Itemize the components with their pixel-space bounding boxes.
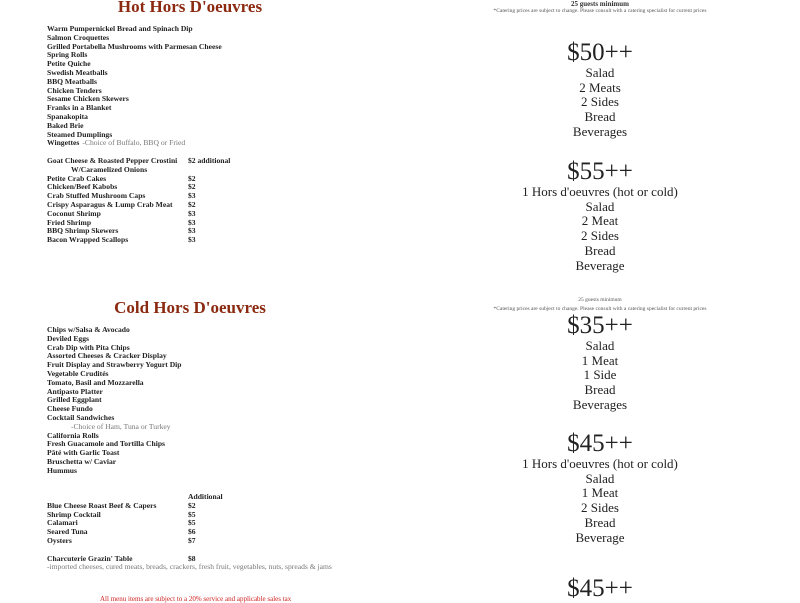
cold-items-list: [47, 326, 182, 476]
item-price: $3: [188, 217, 196, 227]
item-price: $6: [188, 527, 196, 537]
item-name: Petite Crab Cakes: [47, 173, 107, 183]
item-name: Spanakopita: [47, 111, 88, 121]
menu-item: [47, 139, 222, 148]
item-name: Crab Dip with Pita Chips: [47, 342, 130, 352]
item-name: Steamed Dumplings: [47, 129, 113, 139]
item-name: Fresh Guacamole and Tortilla Chips: [47, 439, 166, 449]
package-line: 2 Sides: [581, 94, 619, 110]
package-block-4: [440, 431, 760, 545]
menu-item: [47, 537, 332, 546]
package-price: $50++: [567, 39, 633, 66]
item-name: Baked Brie: [47, 120, 84, 130]
item-name: Vegetable Crudités: [47, 368, 109, 378]
item-price: $2: [188, 182, 196, 192]
item-name: Charcuterie Grazin' Table: [47, 553, 133, 563]
package-line: 2 Sides: [581, 228, 619, 244]
package-price: $45++: [567, 430, 633, 457]
item-price: $2: [188, 199, 196, 209]
item-name: Oysters: [47, 535, 72, 545]
package-block-1: [440, 40, 760, 140]
item-name: Fruit Display and Strawberry Yogurt Dip: [47, 360, 182, 370]
item-name: Swedish Meatballs: [47, 67, 108, 77]
item-name: Cheese Fundo: [47, 404, 93, 414]
item-name: Antipasto Platter: [47, 386, 103, 396]
package-line: Beverage: [575, 529, 625, 545]
package-line: Beverages: [572, 396, 628, 412]
item-name: BBQ Shrimp Skewers: [47, 226, 119, 236]
package-line: 1 Meat: [581, 485, 619, 501]
item-name: Franks in a Blanket: [47, 103, 112, 113]
item-name: Chicken/Beef Kabobs: [47, 182, 118, 192]
item-note: -Choice of Buffalo, BBQ or Fried: [82, 138, 186, 148]
item-price: $5: [188, 509, 196, 519]
item-price: $5: [188, 518, 196, 528]
package-price: $35++: [567, 312, 633, 339]
item-price: $3: [188, 191, 196, 201]
item-price: $2: [188, 500, 196, 510]
cold-premium-list: [47, 493, 332, 572]
item-name: Blue Cheese Roast Beef & Capers: [47, 500, 157, 510]
item-name: Assorted Cheeses & Cracker Display: [47, 351, 167, 361]
package-line: Beverages: [572, 123, 628, 139]
item-price: $2 additional: [188, 156, 231, 165]
item-name: Grilled Portabella Mushrooms with Parmesan Cheese: [47, 41, 222, 51]
package-block-2: [440, 159, 760, 273]
package-line: Salad: [585, 198, 615, 214]
item-name: BBQ Meatballs: [47, 76, 97, 86]
item-note: -imported cheeses, cured meats, breads, crackers, fresh fruit, vegetables, nuts, spreads & jams: [47, 562, 332, 572]
package-block-3: [440, 313, 760, 413]
item-name: Calamari: [47, 518, 78, 528]
menu-item: [47, 235, 196, 245]
package-line: 2 Meat: [581, 213, 619, 229]
hot-section-title: Hot Hors D'oeuvres: [117, 0, 263, 16]
item-name: Spring Rolls: [47, 50, 88, 60]
item-name: Fried Shrimp: [47, 217, 92, 227]
cold-section-title: Cold Hors D'oeuvres: [114, 298, 266, 317]
item-name: Crab Stuffed Mushroom Caps: [47, 191, 146, 201]
item-name: Grilled Eggplant: [47, 395, 102, 405]
item-price: $3: [188, 208, 196, 218]
guest-minimum-top: 25 guests minimum: [571, 0, 629, 8]
package-line: Salad: [585, 338, 615, 353]
item-name: Crispy Asparagus & Lump Crab Meat: [47, 199, 173, 209]
price-disclaimer-bottom: *Catering prices are subject to change. Please consult with a catering specialist for current prices: [493, 306, 707, 312]
item-name: Deviled Eggs: [47, 333, 89, 343]
package-line: Salad: [585, 65, 615, 80]
package-line: 1 Hors d'oeuvres (hot or cold): [522, 456, 678, 471]
hot-premium-list: [47, 156, 231, 245]
menu-item: [47, 467, 182, 476]
item-price: $8: [188, 553, 196, 563]
package-line: 1 Meat: [581, 352, 619, 368]
package-line: Beverage: [575, 257, 625, 273]
guest-minimum-bottom: 25 guests minimum: [578, 297, 622, 303]
item-note: -Choice of Ham, Tuna or Turkey: [71, 421, 171, 431]
package-price: $55++: [567, 158, 633, 185]
item-name: Chicken Tenders: [47, 85, 102, 95]
item-name: Pâté with Garlic Toast: [47, 448, 120, 458]
item-name: Hummus: [47, 465, 77, 475]
item-name: Chips w/Salsa & Avocado: [47, 325, 130, 334]
price-disclaimer-top: *Catering prices are subject to change. Please consult with a catering specialist for current prices: [493, 8, 707, 14]
item-price: Additional: [188, 492, 223, 501]
item-name: Seared Tuna: [47, 527, 88, 537]
item-name: Shrimp Cocktail: [47, 509, 101, 519]
package-line: Bread: [584, 242, 616, 258]
package-price: $45++: [567, 575, 633, 602]
package-line: Bread: [584, 109, 616, 125]
item-name: Bacon Wrapped Scallops: [47, 235, 129, 245]
package-line: 2 Sides: [581, 500, 619, 516]
item-name: Tomato, Basil and Mozzarella: [47, 377, 144, 387]
package-line: Salad: [585, 470, 615, 486]
item-price: $3: [188, 235, 196, 245]
item-price: $7: [188, 535, 196, 545]
item-name: Wingettes: [47, 138, 80, 148]
package-line: 2 Meats: [579, 79, 621, 95]
package-line: 1 Hors d'oeuvres (hot or cold): [522, 184, 678, 199]
package-line: Bread: [584, 382, 616, 398]
menu-item: [47, 563, 332, 572]
item-name: Sesame Chicken Skewers: [47, 94, 129, 104]
item-name: Warm Pumpernickel Bread and Spinach Dip: [47, 24, 193, 33]
package-line: Bread: [584, 514, 616, 530]
item-name: Coconut Shrimp: [47, 208, 101, 218]
item-name: Bruschetta w/ Caviar: [47, 456, 117, 466]
item-price: $2: [188, 173, 196, 183]
item-name: Goat Cheese & Roasted Pepper Crostini: [47, 156, 178, 165]
footer-note: All menu items are subject to a 20% service and applicable sales tax: [100, 595, 292, 603]
item-name: W/Caramelized Onions: [71, 164, 148, 174]
package-line: 1 Side: [583, 367, 617, 383]
item-name: California Rolls: [47, 430, 99, 440]
item-name: Salmon Croquettes: [47, 32, 110, 42]
item-name: Petite Quiche: [47, 59, 91, 69]
item-price: $3: [188, 226, 196, 236]
package-block-5: [440, 576, 760, 602]
hot-items-list: [47, 25, 222, 148]
item-name: Cocktail Sandwiches: [47, 412, 115, 422]
